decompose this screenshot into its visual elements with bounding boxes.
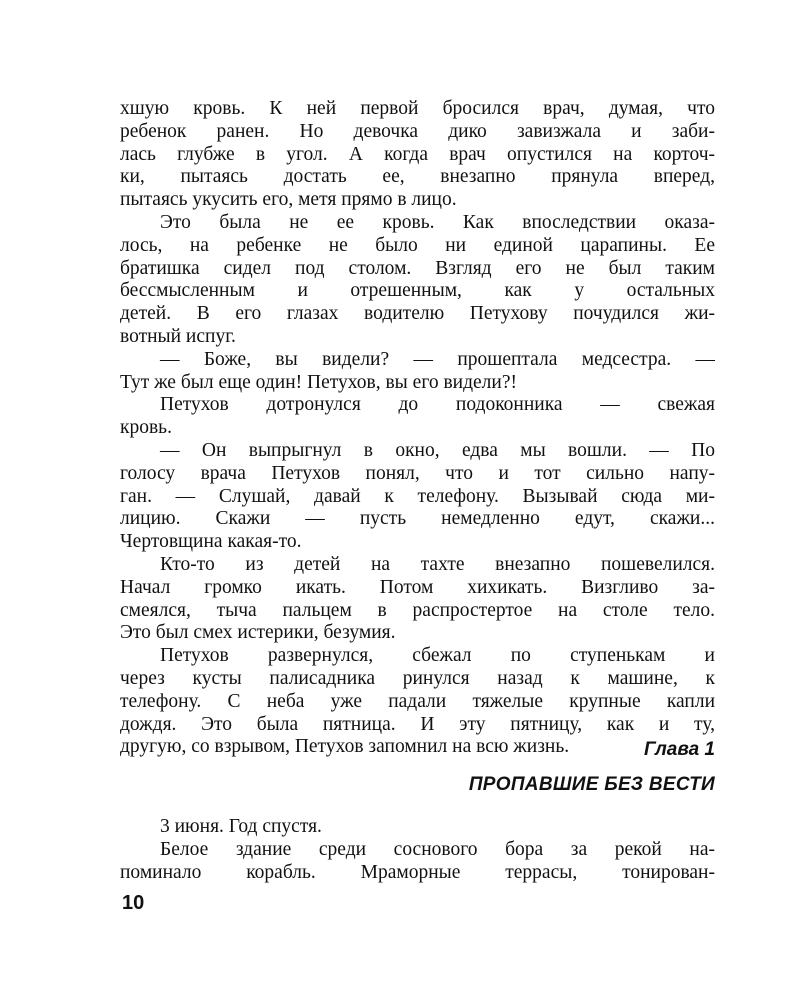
text-line: Петухов дотронулся до подоконника — свежая (160, 394, 715, 416)
text-line: — Он выпрыгнул в окно, едва мы вошли. — По (160, 439, 715, 461)
text-line: телефону. С неба уже падали тяжелые крупные капли (120, 690, 715, 712)
text-line: другую, со взрывом, Петухов запомнил на всю жизнь. (120, 736, 570, 758)
text-line: пытаясь укусить его, метя прямо в лицо. (120, 189, 457, 211)
page-number: 10 (122, 892, 145, 914)
text-line: Петухов развернулся, сбежал по ступенькам и (160, 645, 715, 667)
text-line: Начал громко икать. Потом хихикать. Визгливо за- (120, 576, 715, 598)
text-line: бессмысленным и отрешенным, как у остальных (120, 280, 715, 302)
text-line: ребенок ранен. Но девочка дико завизжала и заби- (120, 120, 715, 142)
text-line: Тут же был еще один! Петухов, вы его видели?! (120, 371, 517, 393)
text-line: дождя. Это была пятница. И эту пятницу, как и ту, (120, 713, 715, 735)
text-line: лицию. Скажи — пусть немедленно едут, скажи... (120, 508, 715, 530)
text-line: голосу врача Петухов понял, что и тот сильно напу- (120, 462, 715, 484)
text-line: ган. — Слушай, давай к телефону. Вызывай сюда ми- (120, 485, 715, 507)
text-line: — Боже, вы видели? — прошептала медсестра. — (160, 348, 715, 370)
text-line: Это был смех истерики, безумия. (120, 622, 396, 644)
text-line: ки, пытаясь достать ее, внезапно прянула вперед, (120, 166, 715, 188)
text-line: лось, на ребенке не было ни единой царапины. Ее (120, 234, 715, 256)
text-line: смеялся, тыча пальцем в распростертое на столе тело. (120, 599, 715, 621)
text-line: поминало корабль. Мраморные террасы, тонирован- (120, 861, 715, 883)
text-line: вотный испуг. (120, 325, 236, 347)
text-line: через кусты палисадника ринулся назад к машине, к (120, 667, 715, 689)
text-line: детей. В его глазах водителю Петухову почудился жи- (120, 303, 715, 325)
chapter-text (120, 816, 715, 884)
chapter-title: ПРОПАВШИЕ БЕЗ ВЕСТИ (468, 774, 715, 795)
text-line: хшую кровь. К ней первой бросился врач, думая, что (120, 98, 715, 119)
text-line: лась глубже в угол. А когда врач опустился на корточ- (120, 143, 715, 165)
text-line: Белое здание среди соснового бора за рекой на- (160, 838, 715, 860)
text-line: братишка сидел под столом. Взгляд его не был таким (120, 257, 715, 279)
chapter-number: Глава 1 (644, 739, 715, 760)
body-text (120, 98, 715, 759)
text-line: 3 июня. Год спустя. (160, 816, 322, 837)
text-line: Это была не ее кровь. Как впоследствии оказа- (160, 211, 715, 233)
text-line: кровь. (120, 417, 172, 439)
text-line: Кто-то из детей на тахте внезапно пошевелился. (160, 553, 715, 575)
text-line: Чертовщина какая-то. (120, 531, 302, 553)
